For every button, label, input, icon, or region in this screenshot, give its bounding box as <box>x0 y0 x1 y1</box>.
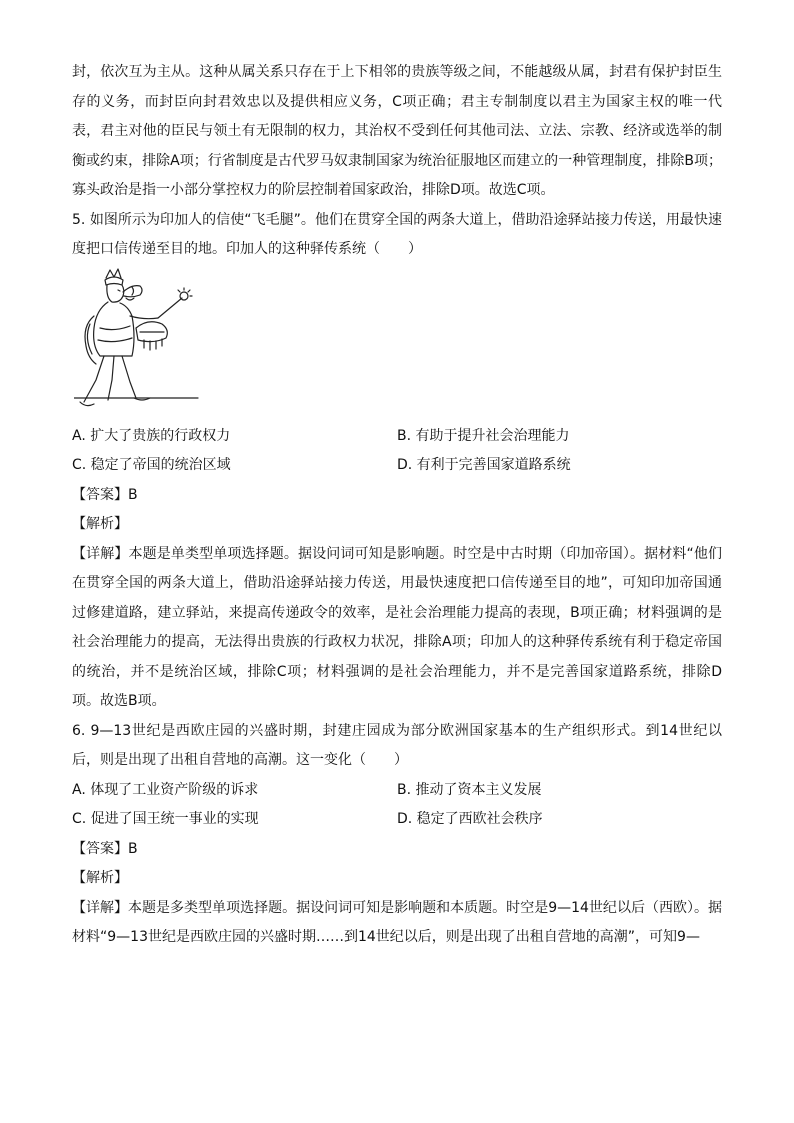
intro-paragraph: 封，依次互为主从。这种从属关系只存在于上下相邻的贵族等级之间，不能越级从属，封君有保护封臣生存的义务，而封臣向封君效忠以及提供相应义务，C项正确；君主专制制度以君主为国家主权的唯一代表，君主对他的臣民与领土有无限制的权力，其治权不受到任何其他司法、立法、宗教、经济或选举的制衡或约束，排除A项；行省制度是古代罗马奴隶制国家为统治征服地区而建立的一种管理制度，排除B项；寡头政治是指一小部分掌控权力的阶层控制着国家政治，排除D项。故选C项。 <box>72 64 722 198</box>
question-5-option-a[interactable]: A. 扩大了贵族的行政权力 <box>72 427 231 444</box>
question-6-option-d[interactable]: D. 稳定了西欧社会秩序 <box>397 811 543 827</box>
question-6-option-b[interactable]: B. 推动了资本主义发展 <box>397 781 542 798</box>
question-6-option-c[interactable]: C. 促进了国王统一事业的实现 <box>72 811 259 827</box>
question-5-option-d[interactable]: D. 有利于完善国家道路系统 <box>397 457 571 473</box>
question-6-answer: 【答案】B <box>72 840 138 857</box>
question-5-option-b[interactable]: B. 有助于提升社会治理能力 <box>397 427 570 444</box>
question-6-options-row-1 <box>72 776 722 806</box>
inca-messenger-illustration <box>74 268 722 418</box>
question-5-stem: 5. 如图所示为印加人的信使“飞毛腿”。他们在贯穿全国的两条大道上，借助沿途驿站接力传送，用最快速度把口信传递至目的地。印加人的这种驿传系统（ ） <box>72 211 722 257</box>
document-page <box>72 58 722 953</box>
question-6-detail: 【详解】本题是多类型单项选择题。据设问词可知是影响题和本质题。时空是9—14世纪以后（西欧）。据材料“9—13世纪是西欧庄园的兴盛时期……到14世纪以后，则是出现了出租自营地的高潮”，可知9— <box>72 899 722 945</box>
question-5-options-row-2 <box>72 451 722 481</box>
question-6-option-a[interactable]: A. 体现了工业资产阶级的诉求 <box>72 781 259 798</box>
messenger-figure-drawing <box>74 268 204 418</box>
question-5-options-row-1 <box>72 422 722 452</box>
question-5-detail: 【详解】本题是单类型单项选择题。据设问词可知是影响题。时空是中古时期（印加帝国）。据材料“他们在贯穿全国的两条大道上，借助沿途驿站接力传送，用最快速度把口信传递至目的地”，可知印加帝国通过修建道路，建立驿站，来提高传递政令的效率，是社会治理能力提高的表现，B项正确；材料强调的是社会治理能力的提高，无法得出贵族的行政权力状况，排除A项；印加人的这种驿传系统有利于稳定帝国的统治，并不是统治区域，排除C项；材料强调的是社会治理能力，并不是完善国家道路系统，排除D项。故选B项。 <box>72 545 722 709</box>
question-6-analysis-label: 【解析】 <box>72 870 128 886</box>
question-6-stem: 6. 9—13世纪是西欧庄园的兴盛时期，封建庄园成为部分欧洲国家基本的生产组织形式。到14世纪以后，则是出现了出租自营地的高潮。这一变化（ ） <box>72 722 722 768</box>
question-6-options-row-2 <box>72 805 722 835</box>
question-5-option-c[interactable]: C. 稳定了帝国的统治区域 <box>72 457 231 473</box>
question-5-analysis-label: 【解析】 <box>72 516 128 532</box>
question-5-answer: 【答案】B <box>72 486 138 503</box>
